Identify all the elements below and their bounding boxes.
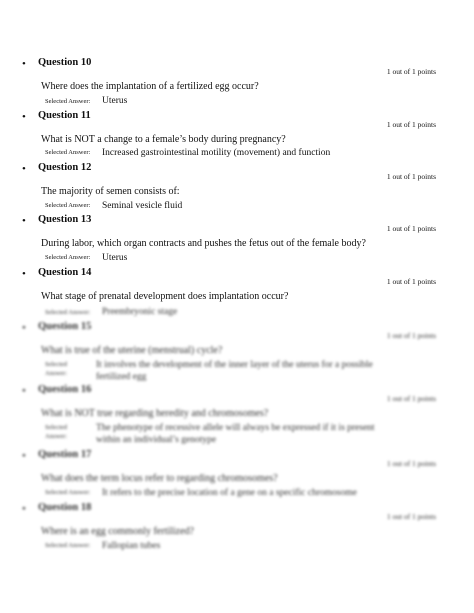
bullet: • xyxy=(22,268,26,280)
selected-answer-value: It involves the development of the inner layer of the uterus for a possible fertilized egg xyxy=(96,360,373,382)
question-text: What is NOT a change to a female’s body during pregnancy? xyxy=(41,134,286,145)
selected-answer-label: Selected Answer: xyxy=(45,424,68,440)
question-points: 1 out of 1 points xyxy=(386,67,436,76)
question-text: Where does the implantation of a fertilized egg occur? xyxy=(41,81,259,92)
selected-answer-label: Selected Answer: xyxy=(45,98,91,105)
question-title: Question 15 xyxy=(38,321,92,332)
question-points: 1 out of 1 points xyxy=(386,459,436,468)
question-text: What is NOT true regarding heredity and chromosomes? xyxy=(41,408,269,419)
question-title: Question 13 xyxy=(38,214,92,225)
question-title: Question 17 xyxy=(38,449,92,460)
selected-answer-value: Fallopian tubes xyxy=(102,541,161,551)
question-title: Question 12 xyxy=(38,162,92,173)
selected-answer-label: Selected Answer: xyxy=(45,489,91,496)
question-points: 1 out of 1 points xyxy=(386,512,436,521)
question-text: What does the term locus refer to regarding chromosomes? xyxy=(41,473,278,484)
selected-answer-value: Seminal vesicle fluid xyxy=(102,201,183,211)
bullet: • xyxy=(22,322,26,334)
selected-answer-label: Selected Answer: xyxy=(45,361,68,377)
question-points: 1 out of 1 points xyxy=(386,394,436,403)
selected-answer-value: It refers to the precise location of a gene on a specific chromosome xyxy=(102,488,357,498)
selected-answer-value: Uterus xyxy=(102,253,128,263)
selected-answer-label: Selected Answer: xyxy=(45,254,91,261)
bullet: • xyxy=(22,58,26,70)
selected-answer-value: Uterus xyxy=(102,96,128,106)
question-text: The majority of semen consists of: xyxy=(41,186,180,197)
question-points: 1 out of 1 points xyxy=(386,120,436,129)
bullet: • xyxy=(22,111,26,123)
bullet: • xyxy=(22,385,26,397)
question-points: 1 out of 1 points xyxy=(386,172,436,181)
selected-answer-value: Increased gastrointestinal motility (movement) and function xyxy=(102,148,331,158)
question-title: Question 11 xyxy=(38,110,91,121)
question-text: What is true of the uterine (menstrual) cycle? xyxy=(41,345,223,356)
question-points: 1 out of 1 points xyxy=(386,331,436,340)
selected-answer-value: Preembryonic stage xyxy=(102,307,178,317)
question-points: 1 out of 1 points xyxy=(386,224,436,233)
question-text: What stage of prenatal development does implantation occur? xyxy=(41,291,289,302)
selected-answer-label: Selected Answer: xyxy=(45,202,91,209)
bullet: • xyxy=(22,215,26,227)
question-points: 1 out of 1 points xyxy=(386,277,436,286)
question-text: During labor, which organ contracts and pushes the fetus out of the female body? xyxy=(41,238,366,249)
selected-answer-label: Selected Answer: xyxy=(45,309,91,316)
bullet: • xyxy=(22,163,26,175)
bullet: • xyxy=(22,450,26,462)
question-title: Question 18 xyxy=(38,502,92,513)
question-text: Where is an egg commonly fertilized? xyxy=(41,526,194,537)
question-title: Question 10 xyxy=(38,57,92,68)
bullet: • xyxy=(22,503,26,515)
selected-answer-label: Selected Answer: xyxy=(45,149,91,156)
selected-answer-value: The phenotype of recessive allele will always be expressed if it is present within an individual’s genotype xyxy=(96,423,375,445)
question-title: Question 16 xyxy=(38,384,92,395)
selected-answer-label: Selected Answer: xyxy=(45,542,91,549)
question-title: Question 14 xyxy=(38,267,92,278)
